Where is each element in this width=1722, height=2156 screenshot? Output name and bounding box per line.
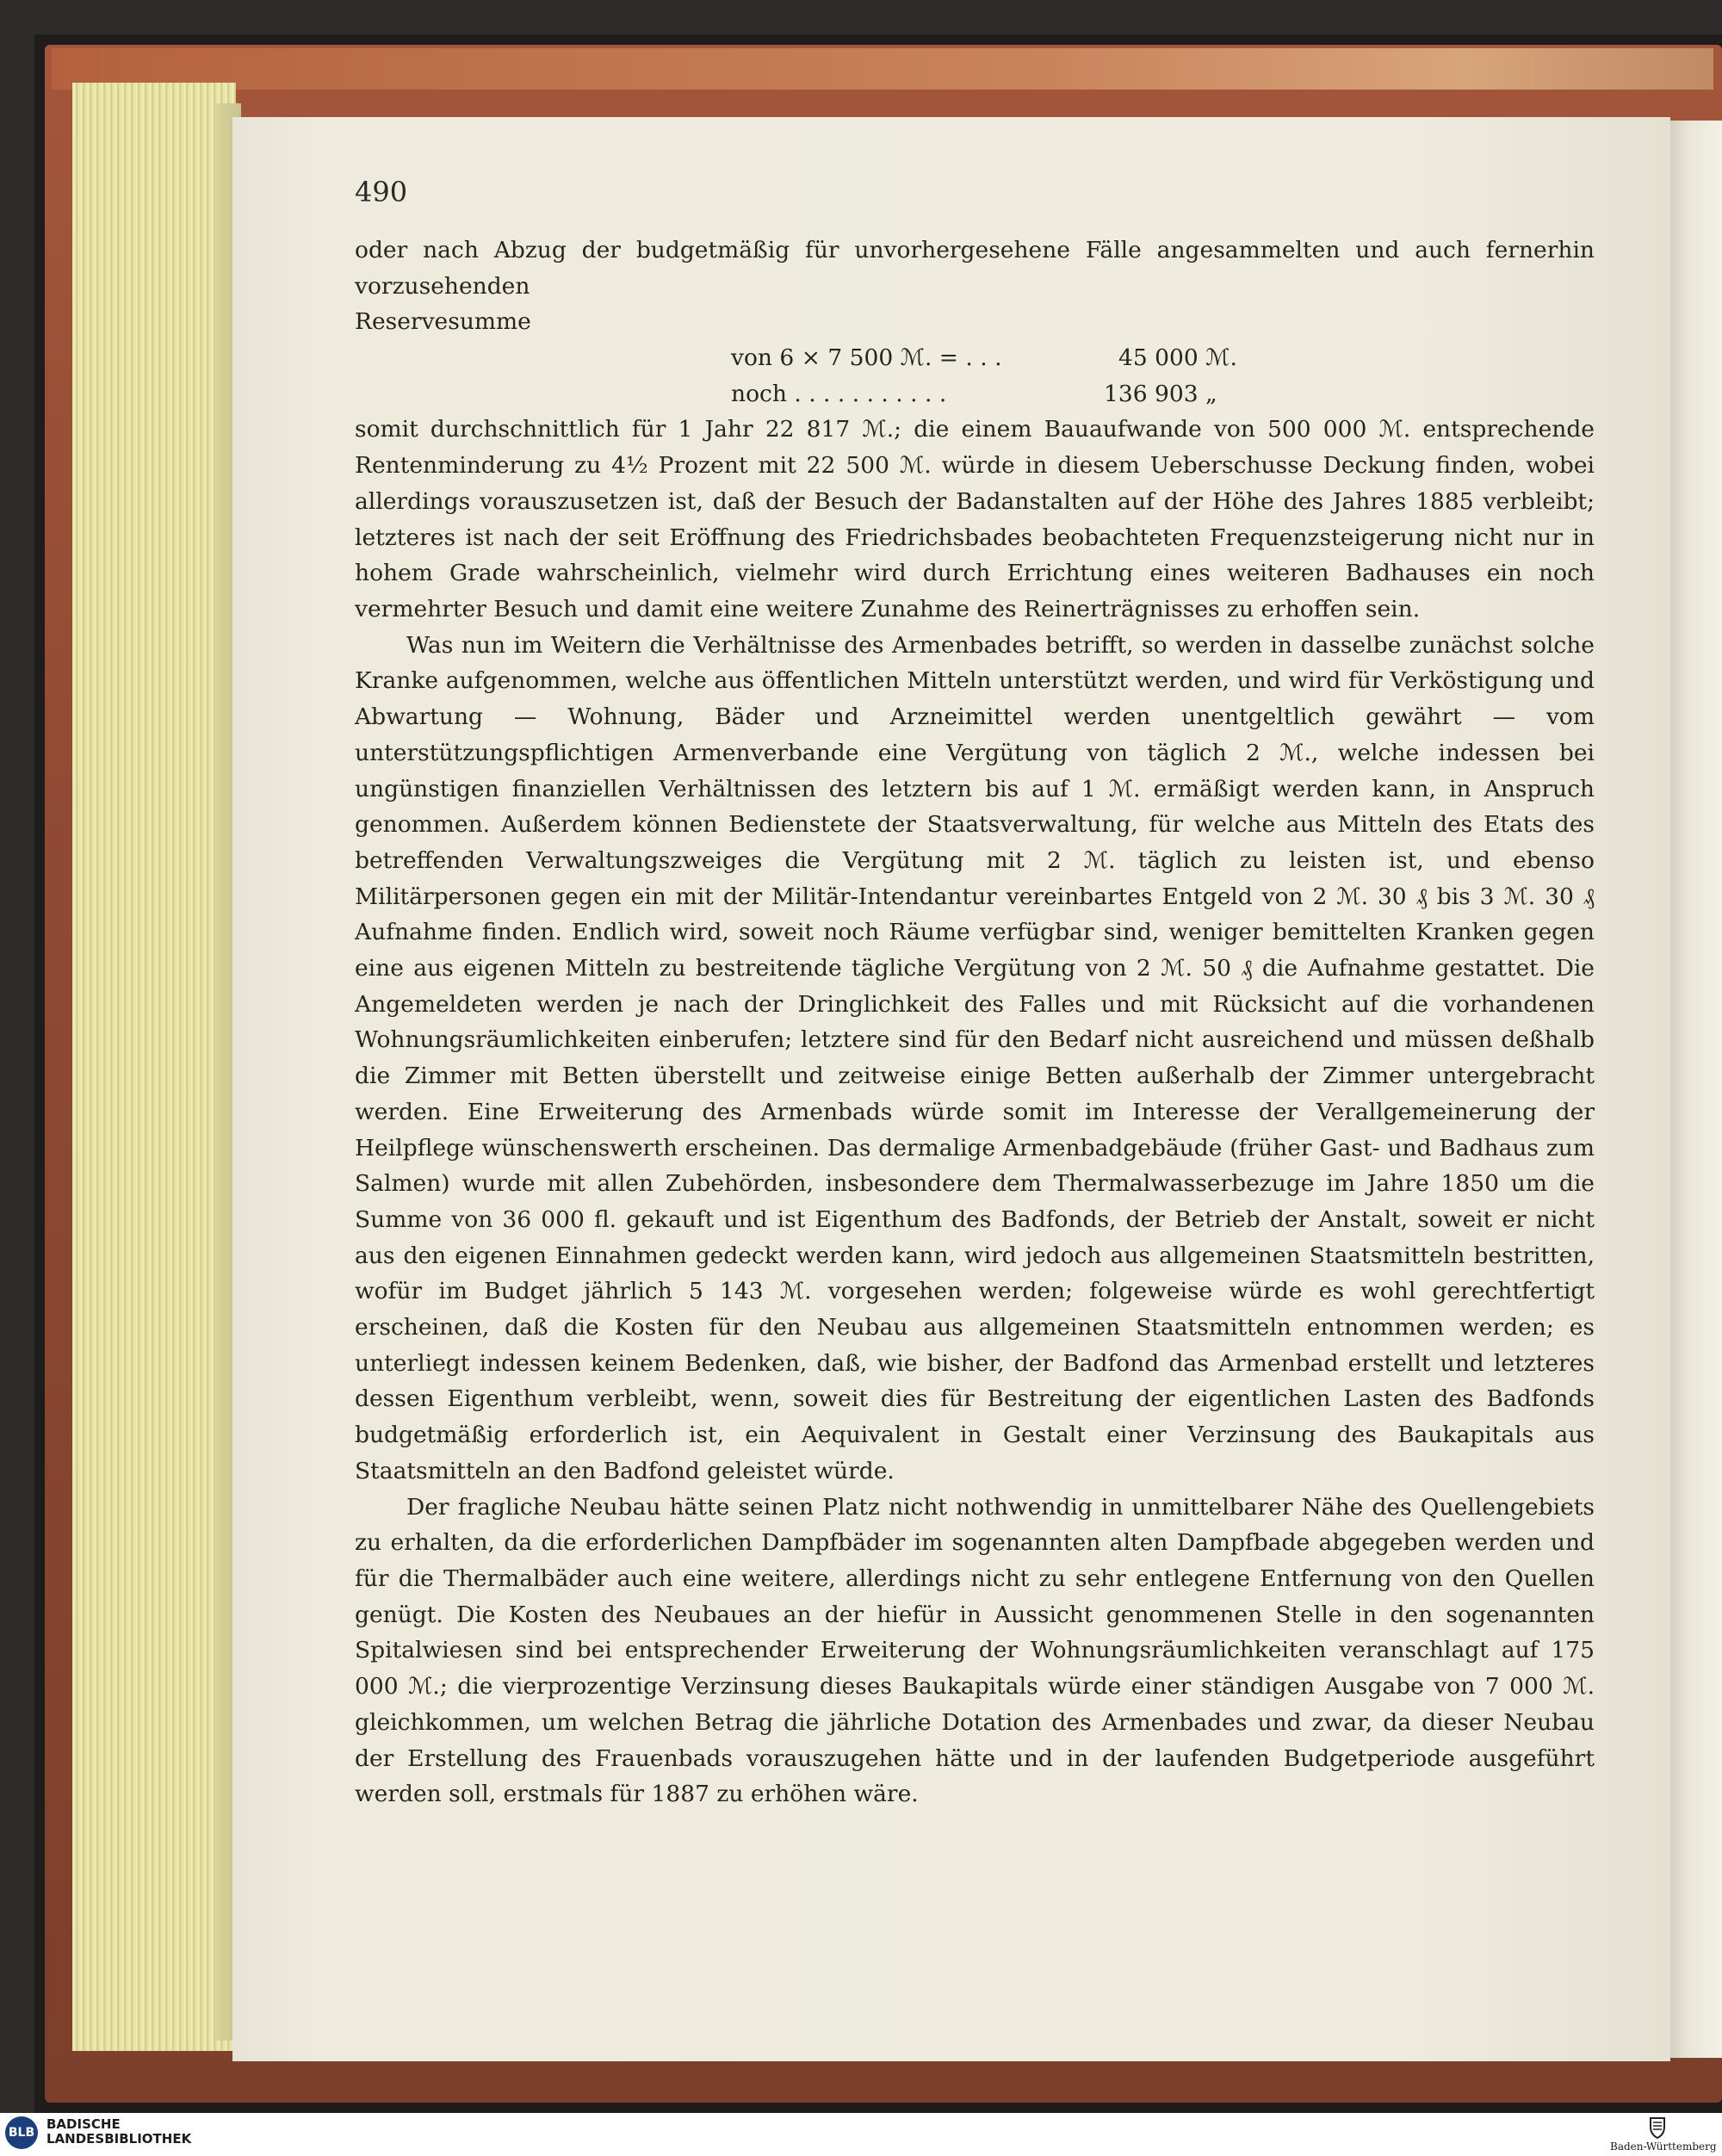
paragraph: Was nun im Weitern die Verhältnisse des Armenbades betrifft, so werden in dasselbe zunächst solche Kranke aufgenommen, welche aus öffentlichen Mitteln unterstützt werden, und wird für Verköstigung und Abwartung — Wohnung, Bäder und Arzneimittel werden unentgeltlich gewährt — vom unterstützungspflichtigen Armenverbande eine Vergütung von täglich 2 ℳ., welche indessen bei ungünstigen finanziellen Verhältnissen des letztern bis auf 1 ℳ. ermäßigt werden kann, in Anspruch genommen. Außerdem können Bedienstete der Staatsverwaltung, für welche aus Mitteln des Etats des betreffenden Verwaltungszweiges die Vergütung mit 2 ℳ. täglich zu leisten ist, und ebenso Militärpersonen gegen ein mit der Militär-Intendantur vereinbartes Entgeld von 2 ℳ. 30 ₰ bis 3 ℳ. 30 ₰ Aufnahme finden. Endlich wird, soweit noch Räume verfügbar sind, weniger bemittelten Kranken gegen eine aus eigenen Mitteln zu bestreitende tägliche Vergütung von 2 ℳ. 50 ₰ die Aufnahme gestattet. Die Angemeldeten werden je nach der Dringlichkeit des Falles und mit Rücksicht auf die vorhandenen Wohnungsräumlichkeiten einberufen; letztere sind für den Bedarf nicht ausreichend und müssen deßhalb die Zimmer mit Betten überstellt und zeitweise einige Betten außerhalb der Zimmer untergebracht werden. Eine Erweiterung des Armenbads würde somit im Interesse der Verallgemeinerung der Heilpflege wünschenswerth erscheinen. Das dermalige Armenbadgebäude (früher Gast- und Badhaus zum Salmen) wurde mit allen Zubehörden, insbesondere dem Thermalwasserbezuge im Jahre 1850 um die Summe von 36 000 fl. gekauft und ist Eigenthum des Badfonds, der Betrieb der Anstalt, soweit er nicht aus den eigenen Einnahmen gedeckt werden kann, wird jedoch aus allgemeinen Staatsmitteln bestritten, wofür im Budget jährlich 5 143 ℳ. vorgesehen werden; folgeweise würde es wohl gerechtfertigt erscheinen, daß die Kosten für den Neubau aus allgemeinen Staatsmitteln entnommen werden; es unterliegt indessen keinem Bedenken, daß, wie bisher, der Badfond das Armenbad erstellt und letzteres dessen Eigenthum verbleibt, wenn, soweit dies für Bestreitung der eigentlichen Lasten des Badfonds budgetmäßig erforderlich ist, ein Aequivalent in Gestalt einer Verzinsung des Baukapitals aus Staatsmitteln an den Badfond geleistet würde. [355,631,1595,1484]
page-text [355,232,1595,1812]
intro-line-2: Reservesumme [355,308,531,336]
calculation-row-1 [355,340,1595,376]
paragraph: somit durchschnittlich für 1 Jahr 22 817 ℳ.; die einem Bauaufwande von 500 000 ℳ. entsprechende Rentenminderung zu 4½ Prozent mit 22 500 ℳ. würde in diesem Ueberschusse Deckung finden, wobei allerdings vorauszusetzen ist, daß der Besuch der Badanstalten auf der Höhe des Jahres 1885 verbleibt; letzteres ist nach der seit Eröffnung des Friedrichsbades beobachteten Frequenzsteigerung nicht nur in hohem Grade wahrscheinlich, vielmehr wird durch Errichtung eines weiteren Badhauses ein noch vermehrter Besuch und damit eine weitere Zunahme des Reinerträgnisses zu erhoffen sein. [355,416,1595,623]
library-name [46,2117,191,2147]
calculation-label: von 6 × 7 500 ℳ. = . . . [731,344,1002,372]
calculation-row-2 [355,376,1595,412]
paragraph: Der fragliche Neubau hätte seinen Platz nicht nothwendig in unmittelbarer Nähe des Quellengebiets zu erhalten, da die erforderlichen Dampfbäder im sogenannten alten Dampfbade abgegeben werden und für die Thermalbäder auch eine weitere, allerdings nicht zu sehr entlegene Entfernung von den Quellen genügt. Die Kosten des Neubaues an der hiefür in Aussicht genommenen Stelle in den sogenannten Spitalwiesen sind bei entsprechender Erweiterung der Wohnungsräumlichkeiten veranschlagt auf 175 000 ℳ.; die vierprozentige Verzinsung dieses Baukapitals würde einer ständigen Ausgabe von 7 000 ℳ. gleichkommen, um welchen Betrag die jährliche Dotation des Armenbades und zwar, da dieser Neubau der Erstellung des Frauenbads vorauszugehen hätte und in der laufenden Budgetperiode ausgeführt werden soll, erstmals für 1887 zu erhöhen wäre. [355,1493,1595,1808]
book-cover-top-edge [52,48,1713,90]
calculation-value: 136 903 „ [1104,380,1217,407]
intro-line: oder nach Abzug der budgetmäßig für unvorhergesehene Fälle angesammelten und auch fernerhin vorzusehenden [355,237,1595,300]
calculation-value: 45 000 ℳ. [1118,344,1237,372]
coat-of-arms-icon [1645,2115,1670,2141]
page-stack-edge [72,83,236,2051]
facing-page-edge [1667,121,1722,2058]
region-label: Baden-Württemberg [1610,2141,1717,2153]
page-number: 490 [355,176,408,208]
viewer-footer [0,2113,1722,2156]
library-logo: BLB [5,2116,38,2149]
calculation-label: noch . . . . . . . . . . . [731,380,947,407]
library-name-line-2: LANDESBIBLIOTHEK [46,2131,192,2147]
library-name-line-1: BADISCHE [46,2116,121,2132]
